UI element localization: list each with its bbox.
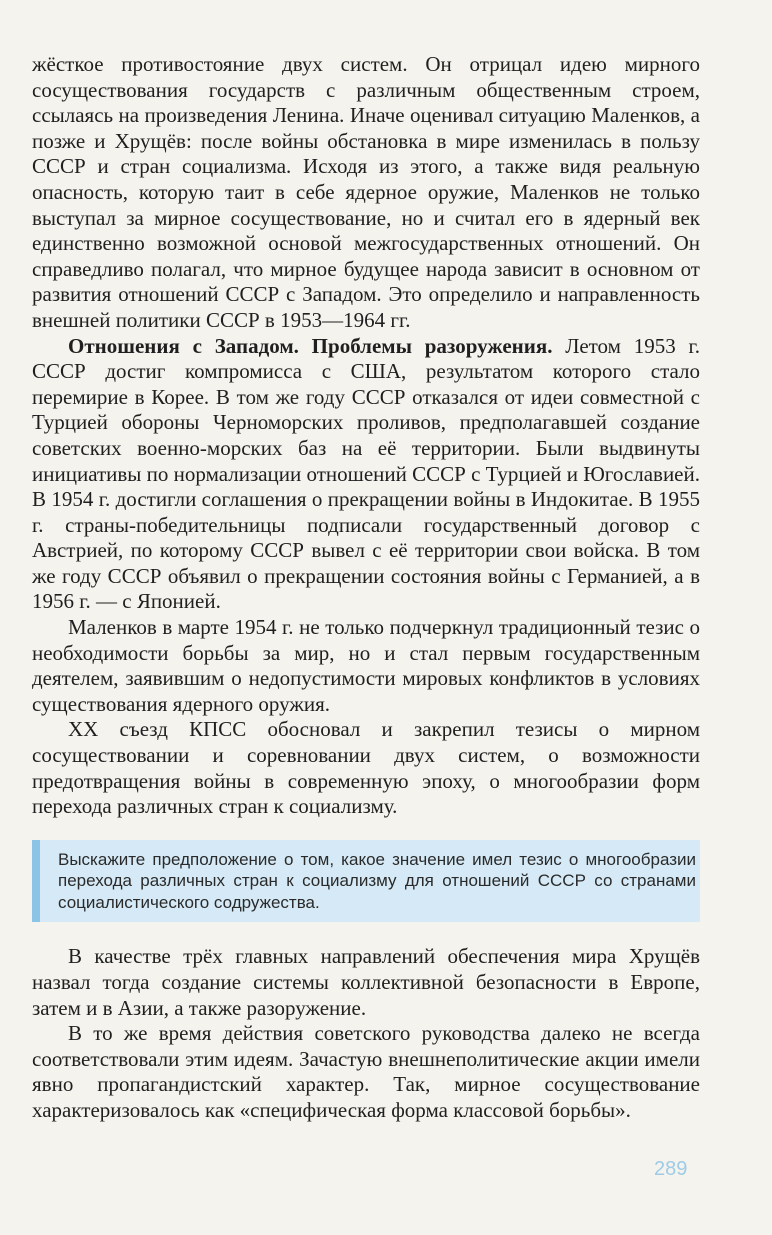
paragraph-actions: В то же время действия советского руководства далеко не всегда соответствовали этим идеям. Зачастую внешнеполитические акции имели явно пропагандистский характер. Так, мирное сосуществование характеризовалось как «специфическая форма классовой борьбы». — [32, 1021, 700, 1122]
paragraph-directions: В качестве трёх главных направлений обеспечения мира Хрущёв назвал тогда создание системы коллективной безопасности в Европе, затем и в Азии, а также разоружение. — [32, 944, 700, 1020]
paragraph-malenkov: Маленков в марте 1954 г. не только подчеркнул традиционный тезис о необходимости борьбы за мир, но и стал первым государственным деятелем, заявившим о недопустимости мировых конфликтов в условиях существования ядерного оружия. — [32, 615, 700, 716]
section-text: Летом 1953 г. СССР достиг компромисса с США, результатом которого стало перемирие в Корее. В том же году СССР отказался от идеи совместной с Турцией обороны Черноморских проливов, предполагавшей создание советских военно-морских баз на её территории. Были выдвинуты инициативы по нормализации отношений СССР с Турцией и Югославией. В 1954 г. достигли соглашения о прекращении войны в Индокитае. В 1955 г. страны-победительницы подписали государственный договор с Австрией, по которому СССР вывел с её территории свои войска. В том же году СССР объявил о прекращении состояния войны с Германией, а в 1956 г. — с Японией. — [32, 333, 700, 614]
section-paragraph — [32, 334, 700, 616]
page-number: 289 — [654, 1158, 688, 1180]
task-text: Выскажите предположение о том, какое значение имел тезис о многообразии перехода различных стран к социализму для отношений СССР со странами социалистического содружества. — [58, 849, 696, 912]
task-accent-bar — [32, 840, 40, 923]
paragraph-xx-congress: XX съезд КПСС обосновал и закрепил тезисы о мирном сосуществовании и соревновании двух систем, о возможности предотвращения войны в современную эпоху, о многообразии форм перехода различных стран к социализму. — [32, 717, 700, 819]
task-box — [32, 840, 700, 923]
section-heading: Отношения с Западом. Проблемы разоружения. — [68, 333, 553, 358]
textbook-page — [32, 52, 700, 1123]
paragraph-continuation: жёсткое противостояние двух систем. Он отрицал идею мирного сосуществования государств с различным общественным строем, ссылаясь на произведения Ленина. Иначе оценивал ситуацию Маленков, а позже и Хрущёв: после войны обстановка в мире изменилась в пользу СССР и стран социализма. Исходя из этого, а также видя реальную опасность, которую таит в себе ядерное оружие, Маленков не только выступал за мирное сосуществование, но и считал его в ядерный век единственно возможной основой межгосударственных отношений. Он справедливо полагал, что мирное будущее народа зависит в основном от развития отношений СССР с Западом. Это определило и направленность внешней политики СССР в 1953—1964 гг. — [32, 52, 700, 332]
